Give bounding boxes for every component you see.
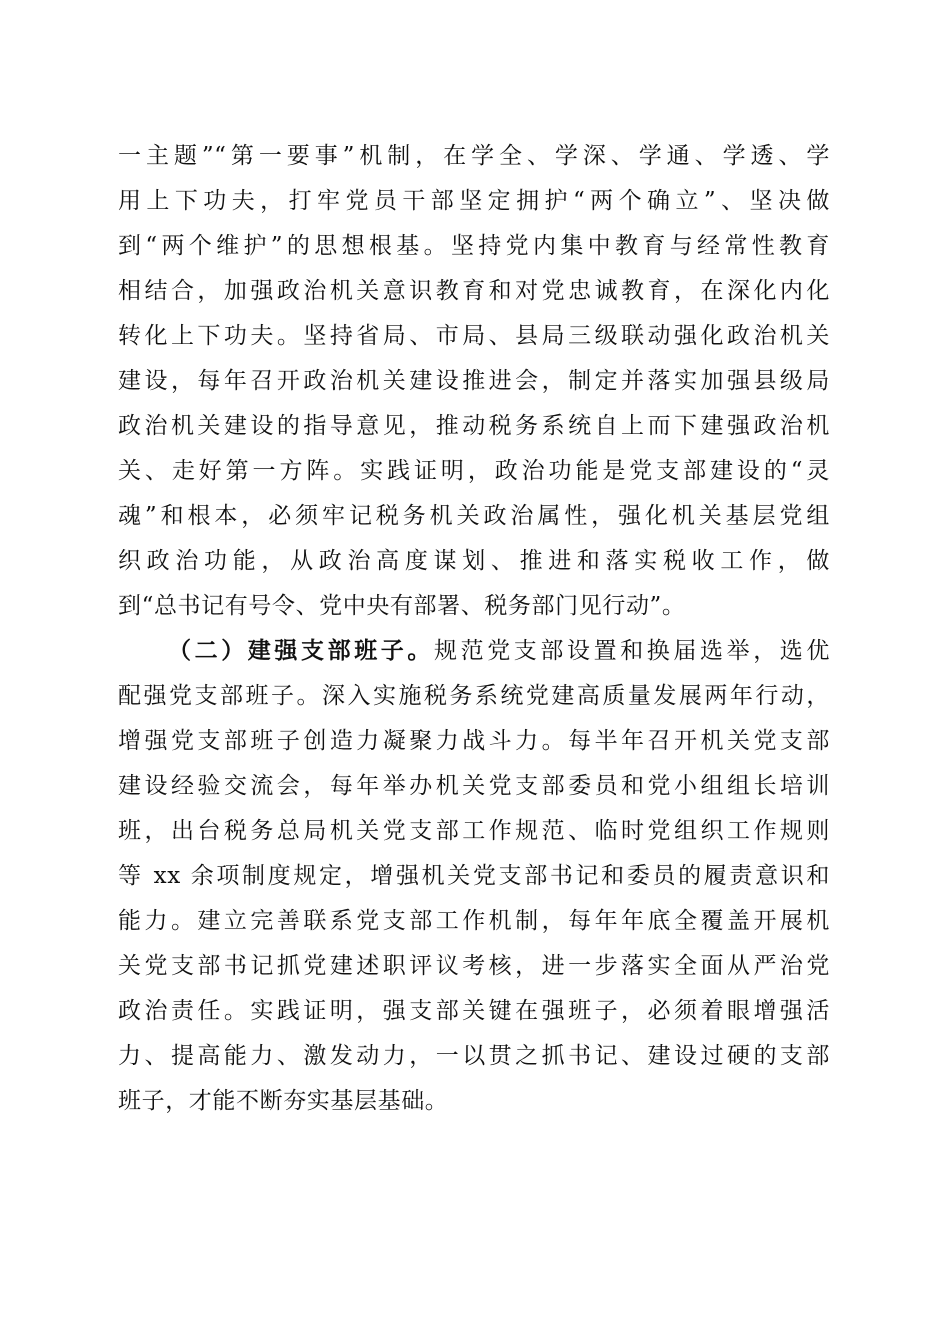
paragraph-line: 建设经验交流会，每年举办机关党支部委员和党小组组长培训 [118, 773, 830, 799]
paragraph-first-line [118, 629, 830, 674]
paragraph-line: 能力。建立完善联系党支部工作机制，每年年底全覆盖开展机 [118, 908, 830, 934]
paragraph-line: 关党支部书记抓党建述职评议考核，进一步落实全面从严治党 [118, 953, 830, 979]
paragraph-line: 力、提高能力、激发动力，一以贯之抓书记、建设过硬的支部 [118, 1043, 830, 1069]
paragraph-line: 到“两个维护”的思想根基。坚持党内集中教育与经常性教育 [118, 233, 830, 259]
paragraph-line: 到“总书记有号令、党中央有部署、税务部门见行动”。 [118, 593, 686, 619]
section-heading: （二）建强支部班子。 [168, 638, 434, 664]
paragraph-line: 配强党支部班子。深入实施税务系统党建高质量发展两年行动， [118, 683, 830, 709]
paragraph-line: 班，出台税务总局机关党支部工作规范、临时党组织工作规则 [118, 818, 830, 844]
paragraph-line: 魂”和根本，必须牢记税务机关政治属性，强化机关基层党组 [118, 503, 830, 529]
paragraph-line: 班子，才能不断夯实基层基础。 [118, 1088, 449, 1114]
first-line-text: 规范党支部设置和换届选举，选优 [434, 638, 830, 664]
paragraph-line: 用上下功夫，打牢党员干部坚定拥护“两个确立”、坚决做 [118, 188, 830, 214]
paragraph-line: 建设，每年召开政治机关建设推进会，制定并落实加强县级局 [118, 368, 830, 394]
paragraph-line: 织政治功能，从政治高度谋划、推进和落实税收工作，做 [118, 548, 830, 574]
paragraph-line: 转化上下功夫。坚持省局、市局、县局三级联动强化政治机关 [118, 323, 830, 349]
paragraph-line: 政治责任。实践证明，强支部关键在强班子，必须着眼增强活 [118, 998, 830, 1024]
paragraph-line: 增强党支部班子创造力凝聚力战斗力。每半年召开机关党支部 [118, 728, 830, 754]
paragraph-line: 相结合，加强政治机关意识教育和对党忠诚教育，在深化内化 [118, 278, 830, 304]
paragraph-line: 关、走好第一方阵。实践证明，政治功能是党支部建设的“灵 [118, 458, 830, 484]
paragraph-strengthen-branch [118, 629, 830, 1124]
paragraph-political-function [118, 134, 830, 629]
paragraph-line: 一主题”“第一要事”机制，在学全、学深、学通、学透、学 [118, 143, 830, 169]
paragraph-line: 等 xx 余项制度规定，增强机关党支部书记和委员的履责意识和 [118, 863, 830, 889]
paragraph-line: 政治机关建设的指导意见，推动税务系统自上而下建强政治机 [118, 413, 830, 439]
